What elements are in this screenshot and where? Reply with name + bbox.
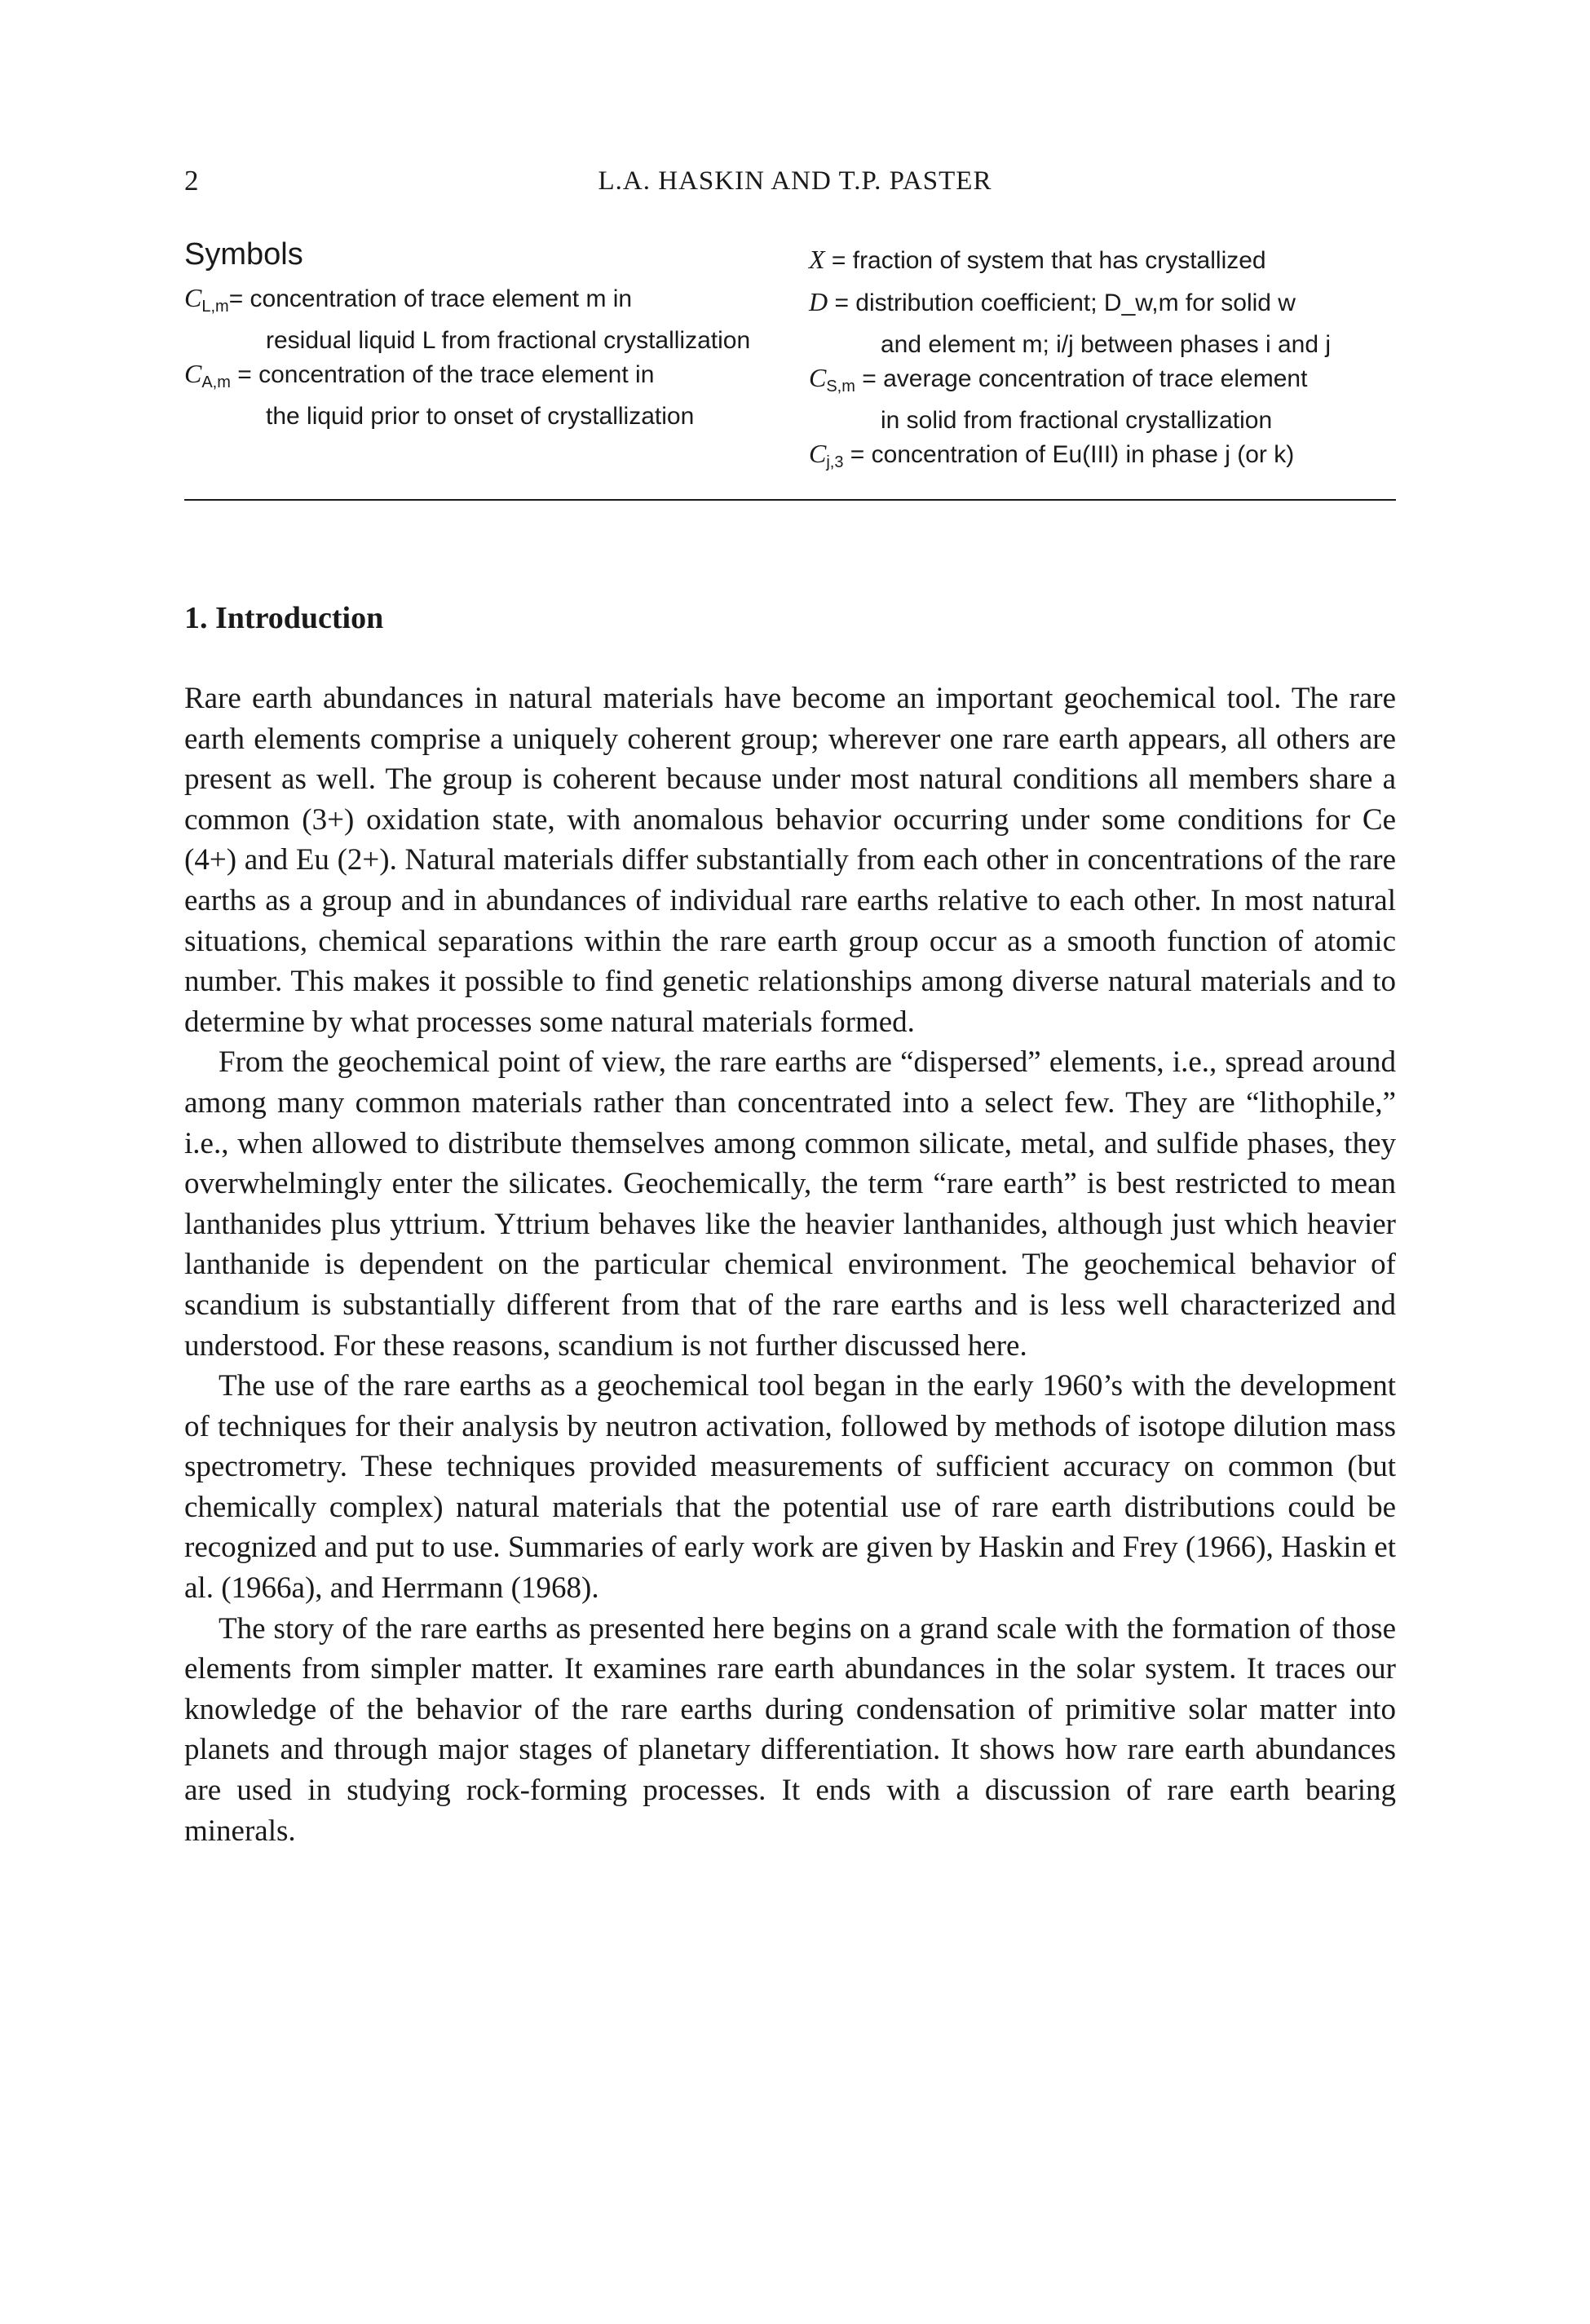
symbol-subscript: A,m	[201, 373, 231, 391]
symbol-entry	[809, 437, 1412, 479]
paragraph: Rare earth abundances in natural materials have become an important geochemical tool. The rare earth elements comprise a uniquely coherent group; wherever one rare earth appears, all others are present as well. The group is coherent because under most natural conditions all members share a common (3+) oxidation state, with anomalous behavior occurring under some conditions for Ce (4+) and Eu (2+). Natural materials differ substantially from each other in concentrations of the rare earths as a group and in abundances of individual rare earths relative to each other. In most natural situations, chemical separations within the rare earth group occur as a smooth function of atomic number. This makes it possible to find genetic relationships among diverse natural materials and to determine by what processes some natural materials formed.	[184, 682, 1396, 1039]
symbol: C	[809, 363, 827, 392]
symbol-subscript: S,m	[826, 378, 855, 395]
page-number: 2	[184, 165, 199, 197]
section-heading: 1. Introduction	[184, 601, 384, 635]
symbol-entry	[184, 281, 755, 357]
symbol-subscript: L,m	[201, 298, 229, 316]
symbol-definition: = average concentration of trace element	[855, 365, 1308, 392]
symbols-right-column	[809, 243, 1412, 479]
symbol-definition-continued: the liquid prior to onset of crystallization	[266, 403, 695, 430]
symbol-definition-continued: and element m; i/j between phases i and j	[881, 331, 1331, 358]
symbol-definition: = concentration of Eu(III) in phase j (or k)	[843, 441, 1295, 468]
symbol-definition: = distribution coefficient; D_w,m for solid w	[828, 289, 1296, 316]
symbol: C	[809, 439, 827, 468]
section-divider	[184, 499, 1396, 501]
symbols-left-column	[184, 281, 755, 433]
symbol-definition: = concentration of the trace element in	[230, 361, 655, 388]
symbol: C	[184, 359, 202, 388]
symbol-definition: = fraction of system that has crystallized	[824, 247, 1266, 274]
symbol: D	[809, 287, 828, 316]
symbol-definition-continued: in solid from fractional crystallization	[881, 407, 1273, 434]
symbol-entry	[809, 285, 1412, 361]
symbol-entry	[809, 243, 1412, 285]
running-head: L.A. HASKIN AND T.P. PASTER	[598, 166, 992, 196]
symbol-entry	[184, 357, 755, 433]
symbol-entry	[809, 361, 1412, 437]
symbol: X	[809, 245, 825, 274]
symbols-title: Symbols	[184, 237, 303, 272]
symbol-definition-continued: residual liquid L from fractional crystallization	[266, 327, 751, 354]
symbol-subscript: j,3	[826, 453, 844, 471]
body-text	[184, 678, 1396, 1851]
symbol: C	[184, 283, 202, 312]
symbol-definition: = concentration of trace element m in	[228, 285, 633, 312]
paragraph: The story of the rare earths as presented here begins on a grand scale with the formation of those elements from simpler matter. It examines rare earth abundances in the solar system. It traces our knowledge of the behavior of the rare earths during condensation of primitive solar matter into planets and through major stages of planetary differentiation. It shows how rare earth abundances are used in studying rock-forming processes. It ends with a discussion of rare earth bearing minerals.	[184, 1611, 1396, 1848]
paragraph: From the geochemical point of view, the rare earths are “dispersed” elements, i.e., spread around among many common materials rather than concentrated into a select few. They are “lithophile,” i.e., when allowed to distribute themselves among common silicate, metal, and sulfide phases, they overwhelmingly enter the silicates. Geochemically, the term “rare earth” is best restricted to mean lanthanides plus yttrium. Yttrium behaves like the heavier lanthanides, although just which heavier lanthanide is dependent on the particular chemical environment. The geochemical behavior of scandium is substantially different from that of the rare earths and is less well characterized and understood. For these reasons, scandium is not further discussed here.	[184, 1045, 1396, 1363]
paragraph: The use of the rare earths as a geochemical tool began in the early 1960’s with the development of techniques for their analysis by neutron activation, followed by methods of isotope dilution mass spectrometry. These techniques provided measurements of sufficient accuracy on common (but chemically complex) natural materials that the potential use of rare earth distributions could be recognized and put to use. Summaries of early work are given by Haskin and Frey (1966), Haskin et al. (1966a), and Herrmann (1968).	[184, 1369, 1396, 1606]
